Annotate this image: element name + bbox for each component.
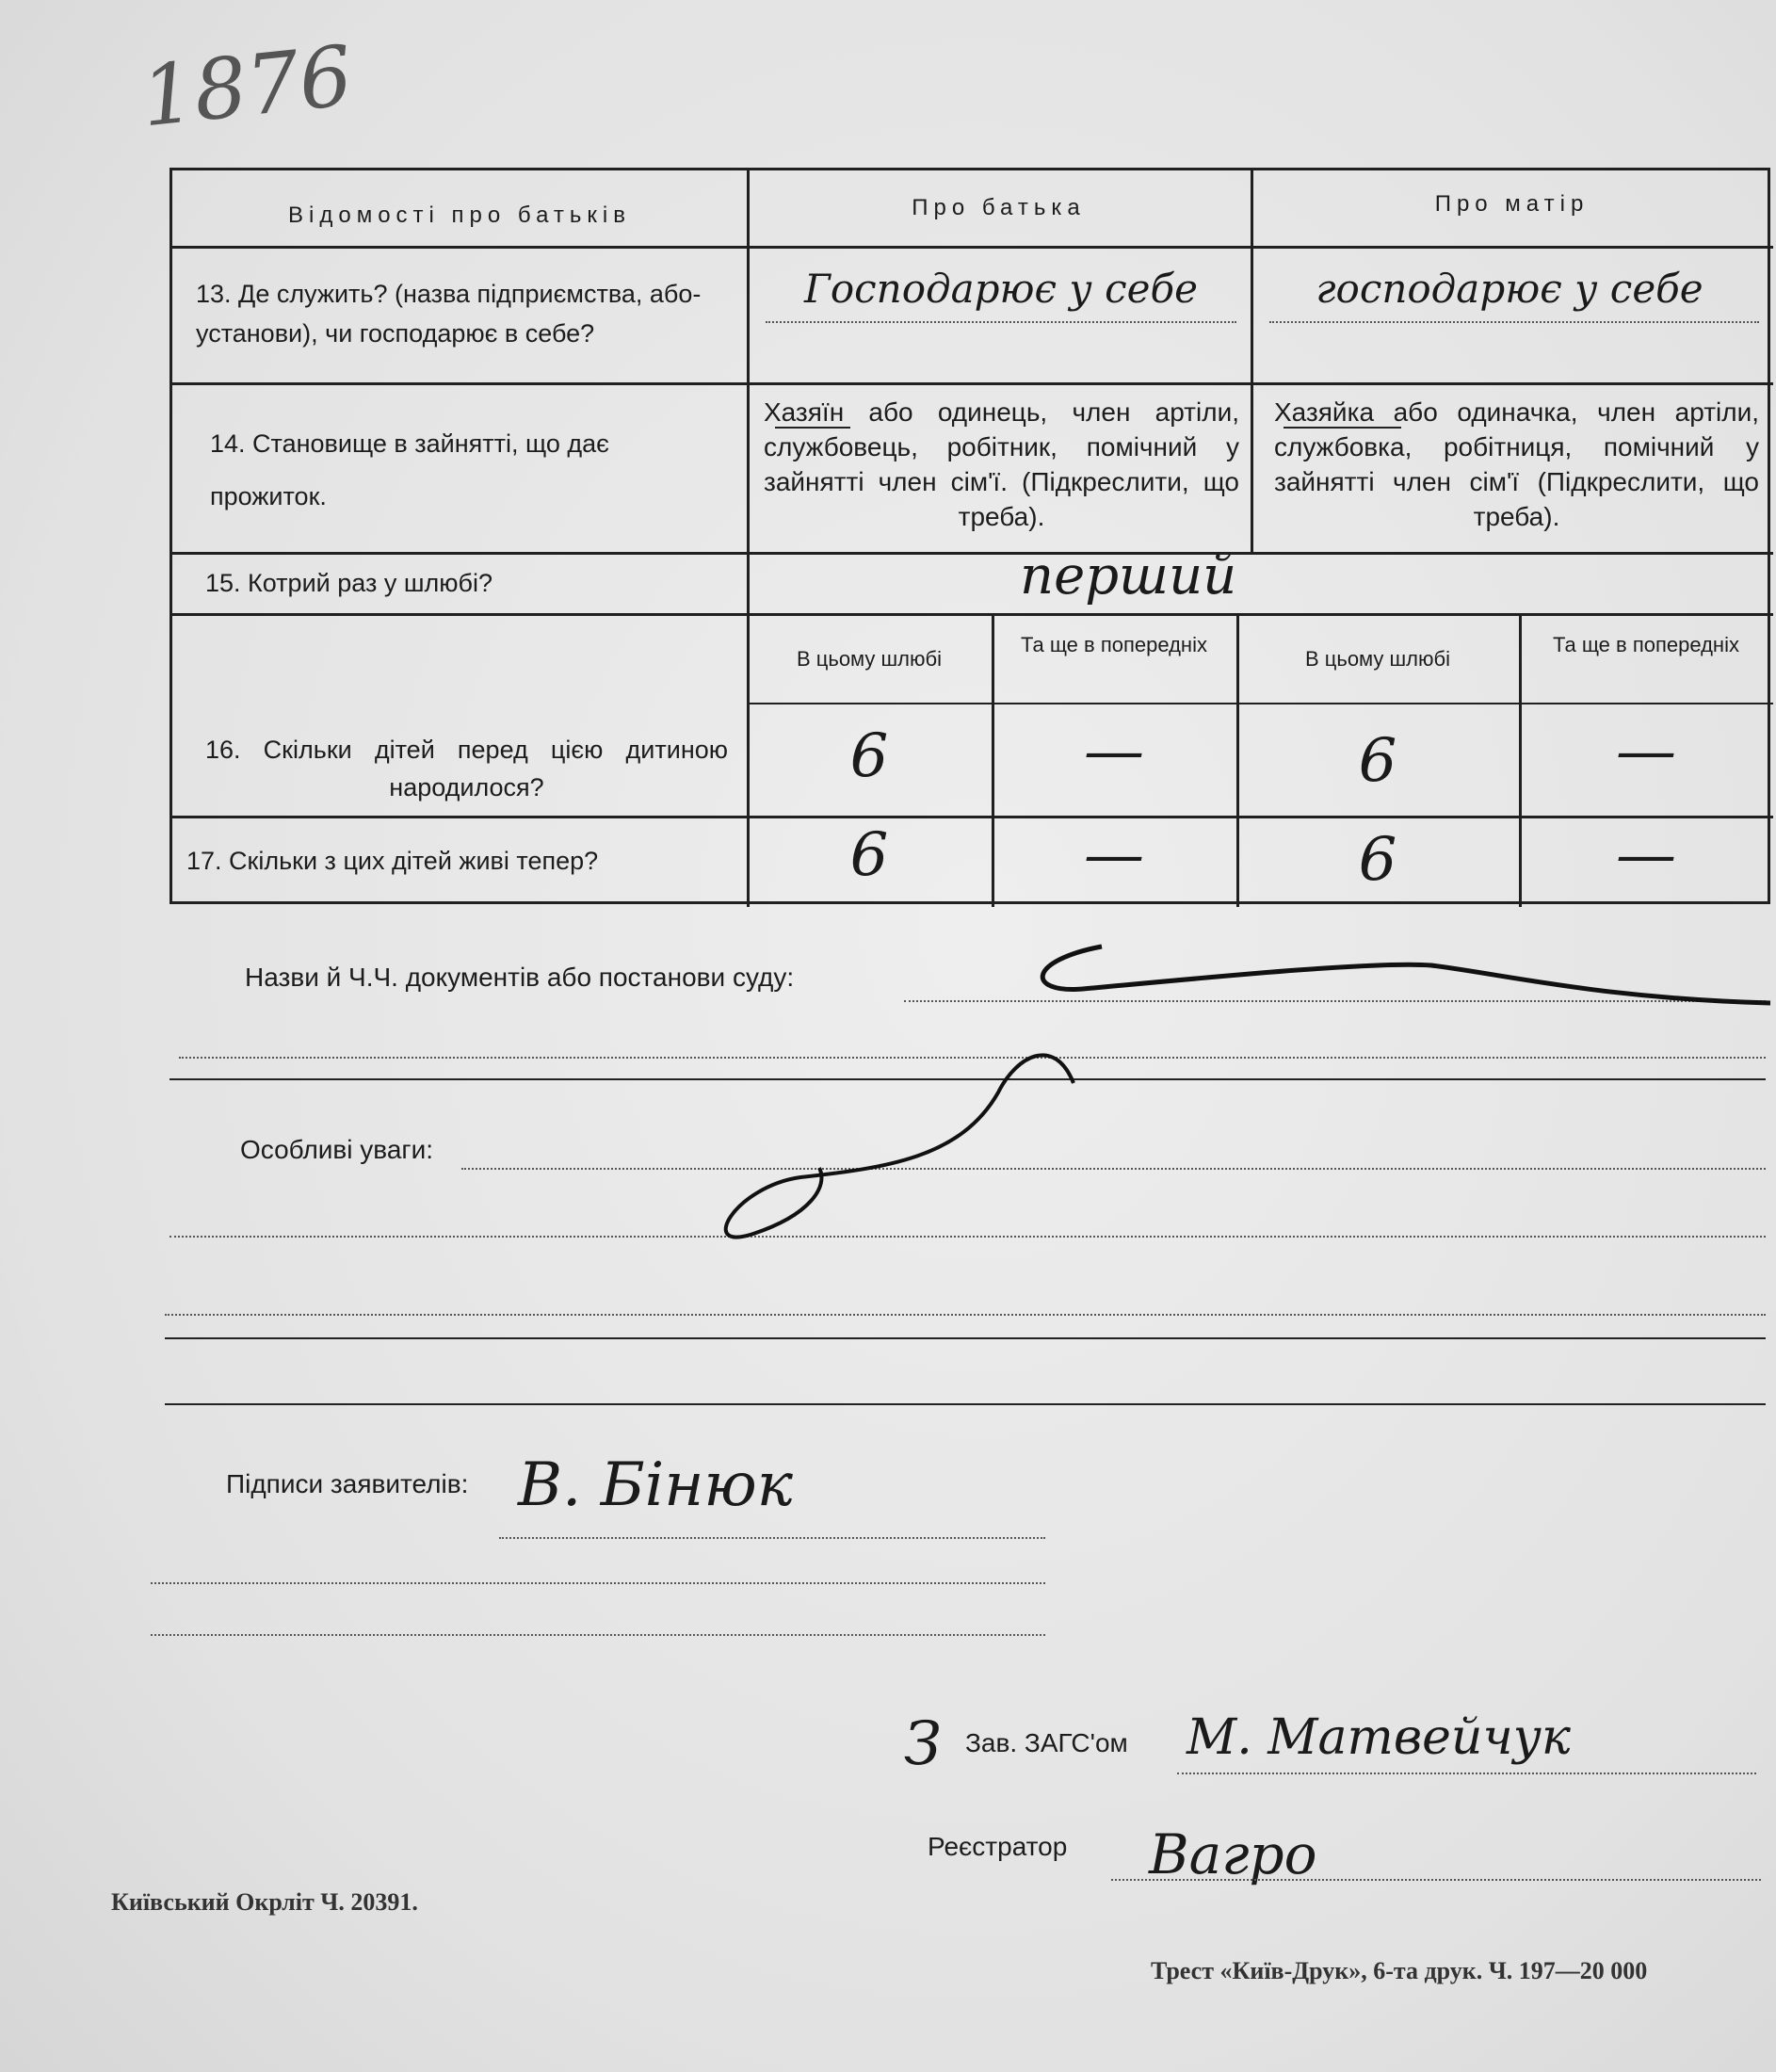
head-signature: М. Матвейчук [1187,1709,1571,1766]
row13-label: 13. Де служить? (назва підприємства, або-установи), чи господарює в себе? [196,280,702,348]
row15-label: 15. Котрий раз у шлюбі? [205,569,492,597]
footer-left: Київський Окрліт Ч. 20391. [111,1888,418,1916]
row14-father-options: Хазяїн або одинець, член артіли, службовець, робітник, помічний у зайнятті член сім'ї. (Підкреслити, що треба). [764,397,1239,531]
remarks-label: Особливі уваги: [240,1135,434,1164]
row17-father-previous: — [1084,820,1144,890]
documents-label: Назви й Ч.Ч. документів або постанови суду: [245,963,795,992]
row16-father-previous: — [1084,717,1144,786]
archive-number: 1876 [137,26,357,146]
row15-answer: перший [1020,545,1237,607]
row17-mother-previous: — [1616,820,1676,890]
header-father: Про батька [912,195,1086,220]
subheader-mother-current: В цьому шлюбі [1304,647,1451,671]
head-label: Зав. ЗАГС'ом [965,1728,1128,1757]
header-parents-info: Відомості про батьків [288,202,631,228]
registrar-signature: Вагро [1149,1822,1317,1886]
row17-label: 17. Скільки з цих дітей живі тепер? [186,847,599,875]
row16-mother-current: 6 [1358,726,1397,796]
row16-father-current: 6 [849,721,889,791]
signatures-label: Підписи заявителів: [226,1469,469,1498]
header-mother: Про матір [1434,191,1590,217]
row13-mother-answer: господарює у себе [1316,266,1703,312]
applicant-signature: В. Бінюк [518,1450,793,1520]
head-prefix-mark: З [904,1709,942,1779]
row16-mother-previous: — [1616,717,1676,786]
registrar-label: Реєстратор [928,1832,1068,1861]
subheader-father-previous: Та ще в попередніх [1021,633,1207,656]
row14-label: 14. Становище в зайнятті, що дає прожиток. [210,429,609,510]
row13-father-answer: Господарює у себе [804,266,1198,312]
row16-label: 16. Скільки дітей перед цією дитиною народилося? [205,736,728,801]
row17-mother-current: 6 [1358,825,1397,895]
footer-right: Трест «Київ-Друк», 6-та друк. Ч. 197—20 000 [1151,1957,1648,1984]
row14-mother-options: Хазяйка або одиначка, член артіли, службовка, робітниця, помічний у зайнятті член сім'ї (Підкреслити, що треба). [1274,397,1759,531]
subheader-mother-previous: Та ще в попередніх [1553,633,1739,656]
subheader-father-current: В цьому шлюбі [796,647,943,671]
row17-father-current: 6 [849,820,889,890]
